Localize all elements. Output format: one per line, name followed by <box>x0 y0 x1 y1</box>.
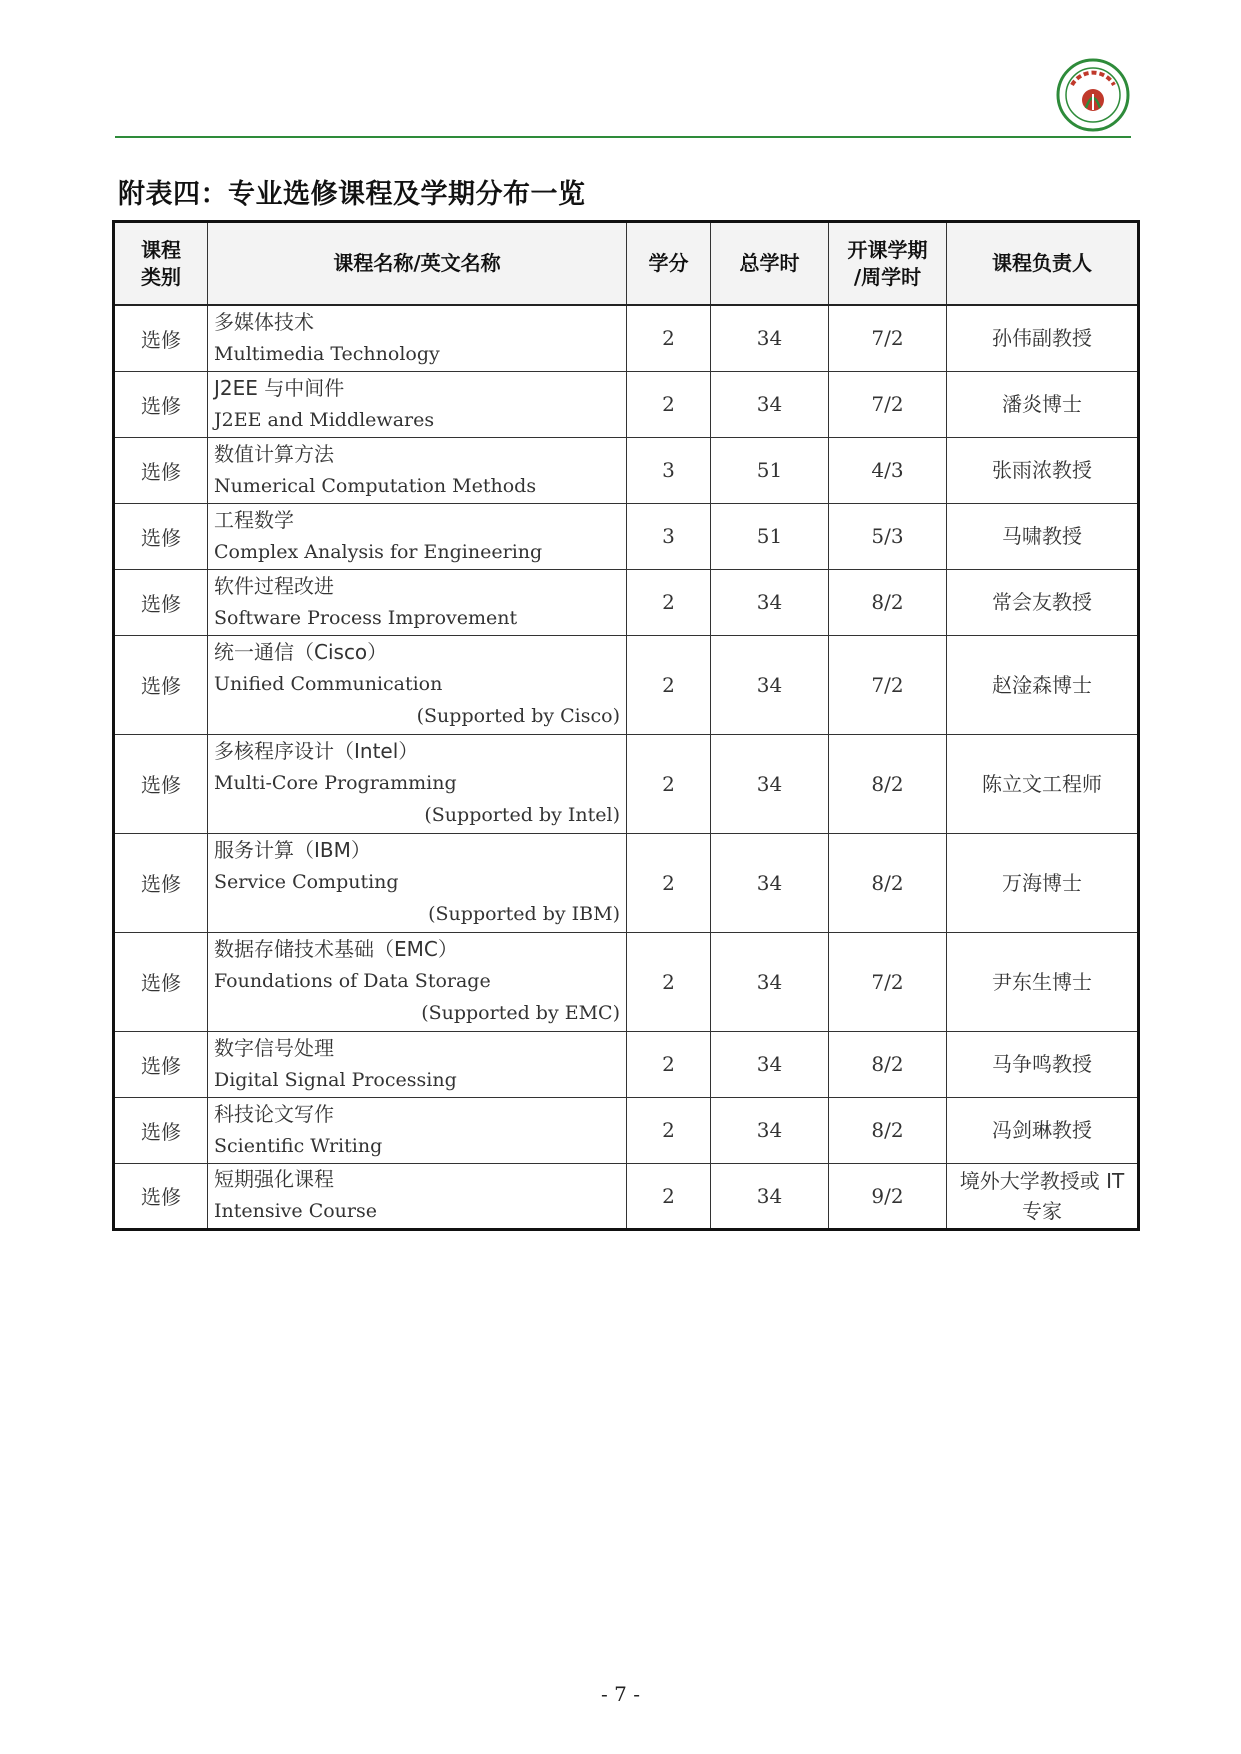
course-semester: 7/2 <box>829 635 947 734</box>
course-semester: 4/3 <box>829 437 947 503</box>
course-sponsor: (Supported by Intel) <box>424 804 620 826</box>
table-row <box>114 305 1139 371</box>
course-hours: 34 <box>711 1031 829 1097</box>
course-credits: 2 <box>627 1031 711 1097</box>
course-lead: 常会友教授 <box>947 569 1139 635</box>
course-category: 选修 <box>114 305 208 371</box>
course-name-cn: 科技论文写作 <box>214 1101 334 1126</box>
course-credits: 2 <box>627 635 711 734</box>
course-category: 选修 <box>114 569 208 635</box>
course-hours: 34 <box>711 932 829 1031</box>
course-name <box>208 932 627 1031</box>
course-name <box>208 371 627 437</box>
course-hours: 51 <box>711 503 829 569</box>
course-name-en: J2EE and Middlewares <box>214 408 435 431</box>
course-credits: 2 <box>627 734 711 833</box>
header-semester <box>829 222 947 306</box>
course-lead: 万海博士 <box>947 833 1139 932</box>
course-semester: 9/2 <box>829 1163 947 1229</box>
course-semester: 7/2 <box>829 932 947 1031</box>
course-name-cn: 数字信号处理 <box>214 1035 334 1060</box>
table-row <box>114 503 1139 569</box>
course-name-cn: J2EE 与中间件 <box>214 375 345 400</box>
course-lead: 冯剑琳教授 <box>947 1097 1139 1163</box>
header-semester-line2: /周学时 <box>853 264 922 289</box>
course-credits: 2 <box>627 833 711 932</box>
course-name-cn: 工程数学 <box>214 507 294 532</box>
course-hours: 34 <box>711 305 829 371</box>
page-number: - 7 - <box>601 1682 640 1706</box>
course-table <box>112 220 1140 1231</box>
course-credits: 2 <box>627 305 711 371</box>
header-rule <box>115 136 1131 138</box>
course-hours: 34 <box>711 569 829 635</box>
course-name-cn: 数值计算方法 <box>214 441 334 466</box>
course-name-cn: 多媒体技术 <box>214 309 314 334</box>
course-name-cn: 短期强化课程 <box>214 1167 334 1191</box>
course-hours: 34 <box>711 371 829 437</box>
course-lead: 马争鸣教授 <box>947 1031 1139 1097</box>
course-name-cn: 软件过程改进 <box>214 573 334 598</box>
course-hours: 34 <box>711 1163 829 1229</box>
course-name <box>208 1031 627 1097</box>
course-semester: 8/2 <box>829 1031 947 1097</box>
course-name-en: Software Process Improvement <box>214 606 518 629</box>
course-category: 选修 <box>114 1097 208 1163</box>
course-name-cn: 服务计算（IBM） <box>214 838 371 862</box>
course-name-cn: 统一通信（Cisco） <box>214 640 388 664</box>
course-hours: 51 <box>711 437 829 503</box>
header-total-hours: 总学时 <box>711 222 829 306</box>
course-lead: 陈立文工程师 <box>947 734 1139 833</box>
course-hours: 34 <box>711 833 829 932</box>
table-row <box>114 1031 1139 1097</box>
course-lead: 赵淦森博士 <box>947 635 1139 734</box>
course-name-en: Scientific Writing <box>214 1134 383 1157</box>
course-semester: 8/2 <box>829 833 947 932</box>
course-semester: 7/2 <box>829 305 947 371</box>
course-lead: 张雨浓教授 <box>947 437 1139 503</box>
course-name-en: Unified Communication <box>214 673 443 695</box>
table-row <box>114 734 1139 833</box>
course-lead: 潘炎博士 <box>947 371 1139 437</box>
course-semester: 7/2 <box>829 371 947 437</box>
course-category: 选修 <box>114 635 208 734</box>
course-lead: 境外大学教授或 IT 专家 <box>947 1163 1139 1229</box>
course-credits: 3 <box>627 503 711 569</box>
course-credits: 2 <box>627 1163 711 1229</box>
table-row <box>114 437 1139 503</box>
course-name <box>208 635 627 734</box>
course-name <box>208 734 627 833</box>
course-name <box>208 1097 627 1163</box>
course-credits: 3 <box>627 437 711 503</box>
course-category: 选修 <box>114 437 208 503</box>
course-name-en: Foundations of Data Storage <box>214 970 491 992</box>
course-category: 选修 <box>114 371 208 437</box>
course-sponsor: (Supported by EMC) <box>421 1002 620 1024</box>
header-semester-line1: 开课学期 <box>847 237 928 262</box>
header-category <box>114 222 208 306</box>
table-row <box>114 635 1139 734</box>
table-row <box>114 932 1139 1031</box>
course-hours: 34 <box>711 635 829 734</box>
course-name <box>208 503 627 569</box>
header-course-lead: 课程负责人 <box>947 222 1139 306</box>
course-semester: 8/2 <box>829 569 947 635</box>
header-category-line2: 类别 <box>141 264 181 289</box>
course-name-en: Multi-Core Programming <box>214 772 457 794</box>
course-semester: 8/2 <box>829 734 947 833</box>
course-name-en: Multimedia Technology <box>214 342 440 365</box>
course-category: 选修 <box>114 833 208 932</box>
table-row <box>114 569 1139 635</box>
course-name-en: Service Computing <box>214 871 399 893</box>
course-name-cn: 数据存储技术基础（EMC） <box>214 937 458 961</box>
course-credits: 2 <box>627 1097 711 1163</box>
course-name <box>208 569 627 635</box>
table-row <box>114 1163 1139 1229</box>
table-row <box>114 371 1139 437</box>
course-name <box>208 1163 627 1229</box>
table-row <box>114 1097 1139 1163</box>
course-hours: 34 <box>711 1097 829 1163</box>
course-hours: 34 <box>711 734 829 833</box>
header-credits: 学分 <box>627 222 711 306</box>
course-category: 选修 <box>114 1031 208 1097</box>
university-seal-icon <box>1056 58 1130 132</box>
course-sponsor: (Supported by Cisco) <box>416 705 620 727</box>
course-lead: 马啸教授 <box>947 503 1139 569</box>
course-name-en: Complex Analysis for Engineering <box>214 540 543 563</box>
course-category: 选修 <box>114 932 208 1031</box>
course-credits: 2 <box>627 932 711 1031</box>
course-name-en: Intensive Course <box>214 1200 377 1222</box>
course-lead: 尹东生博士 <box>947 932 1139 1031</box>
course-name-en: Numerical Computation Methods <box>214 474 537 497</box>
course-category: 选修 <box>114 503 208 569</box>
course-name-en: Digital Signal Processing <box>214 1068 457 1091</box>
course-name <box>208 437 627 503</box>
course-semester: 5/3 <box>829 503 947 569</box>
course-name-cn: 多核程序设计（Intel） <box>214 739 419 763</box>
header-category-line1: 课程 <box>141 237 181 262</box>
table-header-row <box>114 222 1139 306</box>
course-credits: 2 <box>627 569 711 635</box>
course-name <box>208 305 627 371</box>
course-name <box>208 833 627 932</box>
course-category: 选修 <box>114 1163 208 1229</box>
table-row <box>114 833 1139 932</box>
course-sponsor: (Supported by IBM) <box>428 903 620 925</box>
course-category: 选修 <box>114 734 208 833</box>
header-course-name: 课程名称/英文名称 <box>208 222 627 306</box>
course-credits: 2 <box>627 371 711 437</box>
page-title: 附表四：专业选修课程及学期分布一览 <box>118 179 586 210</box>
course-lead: 孙伟副教授 <box>947 305 1139 371</box>
course-semester: 8/2 <box>829 1097 947 1163</box>
